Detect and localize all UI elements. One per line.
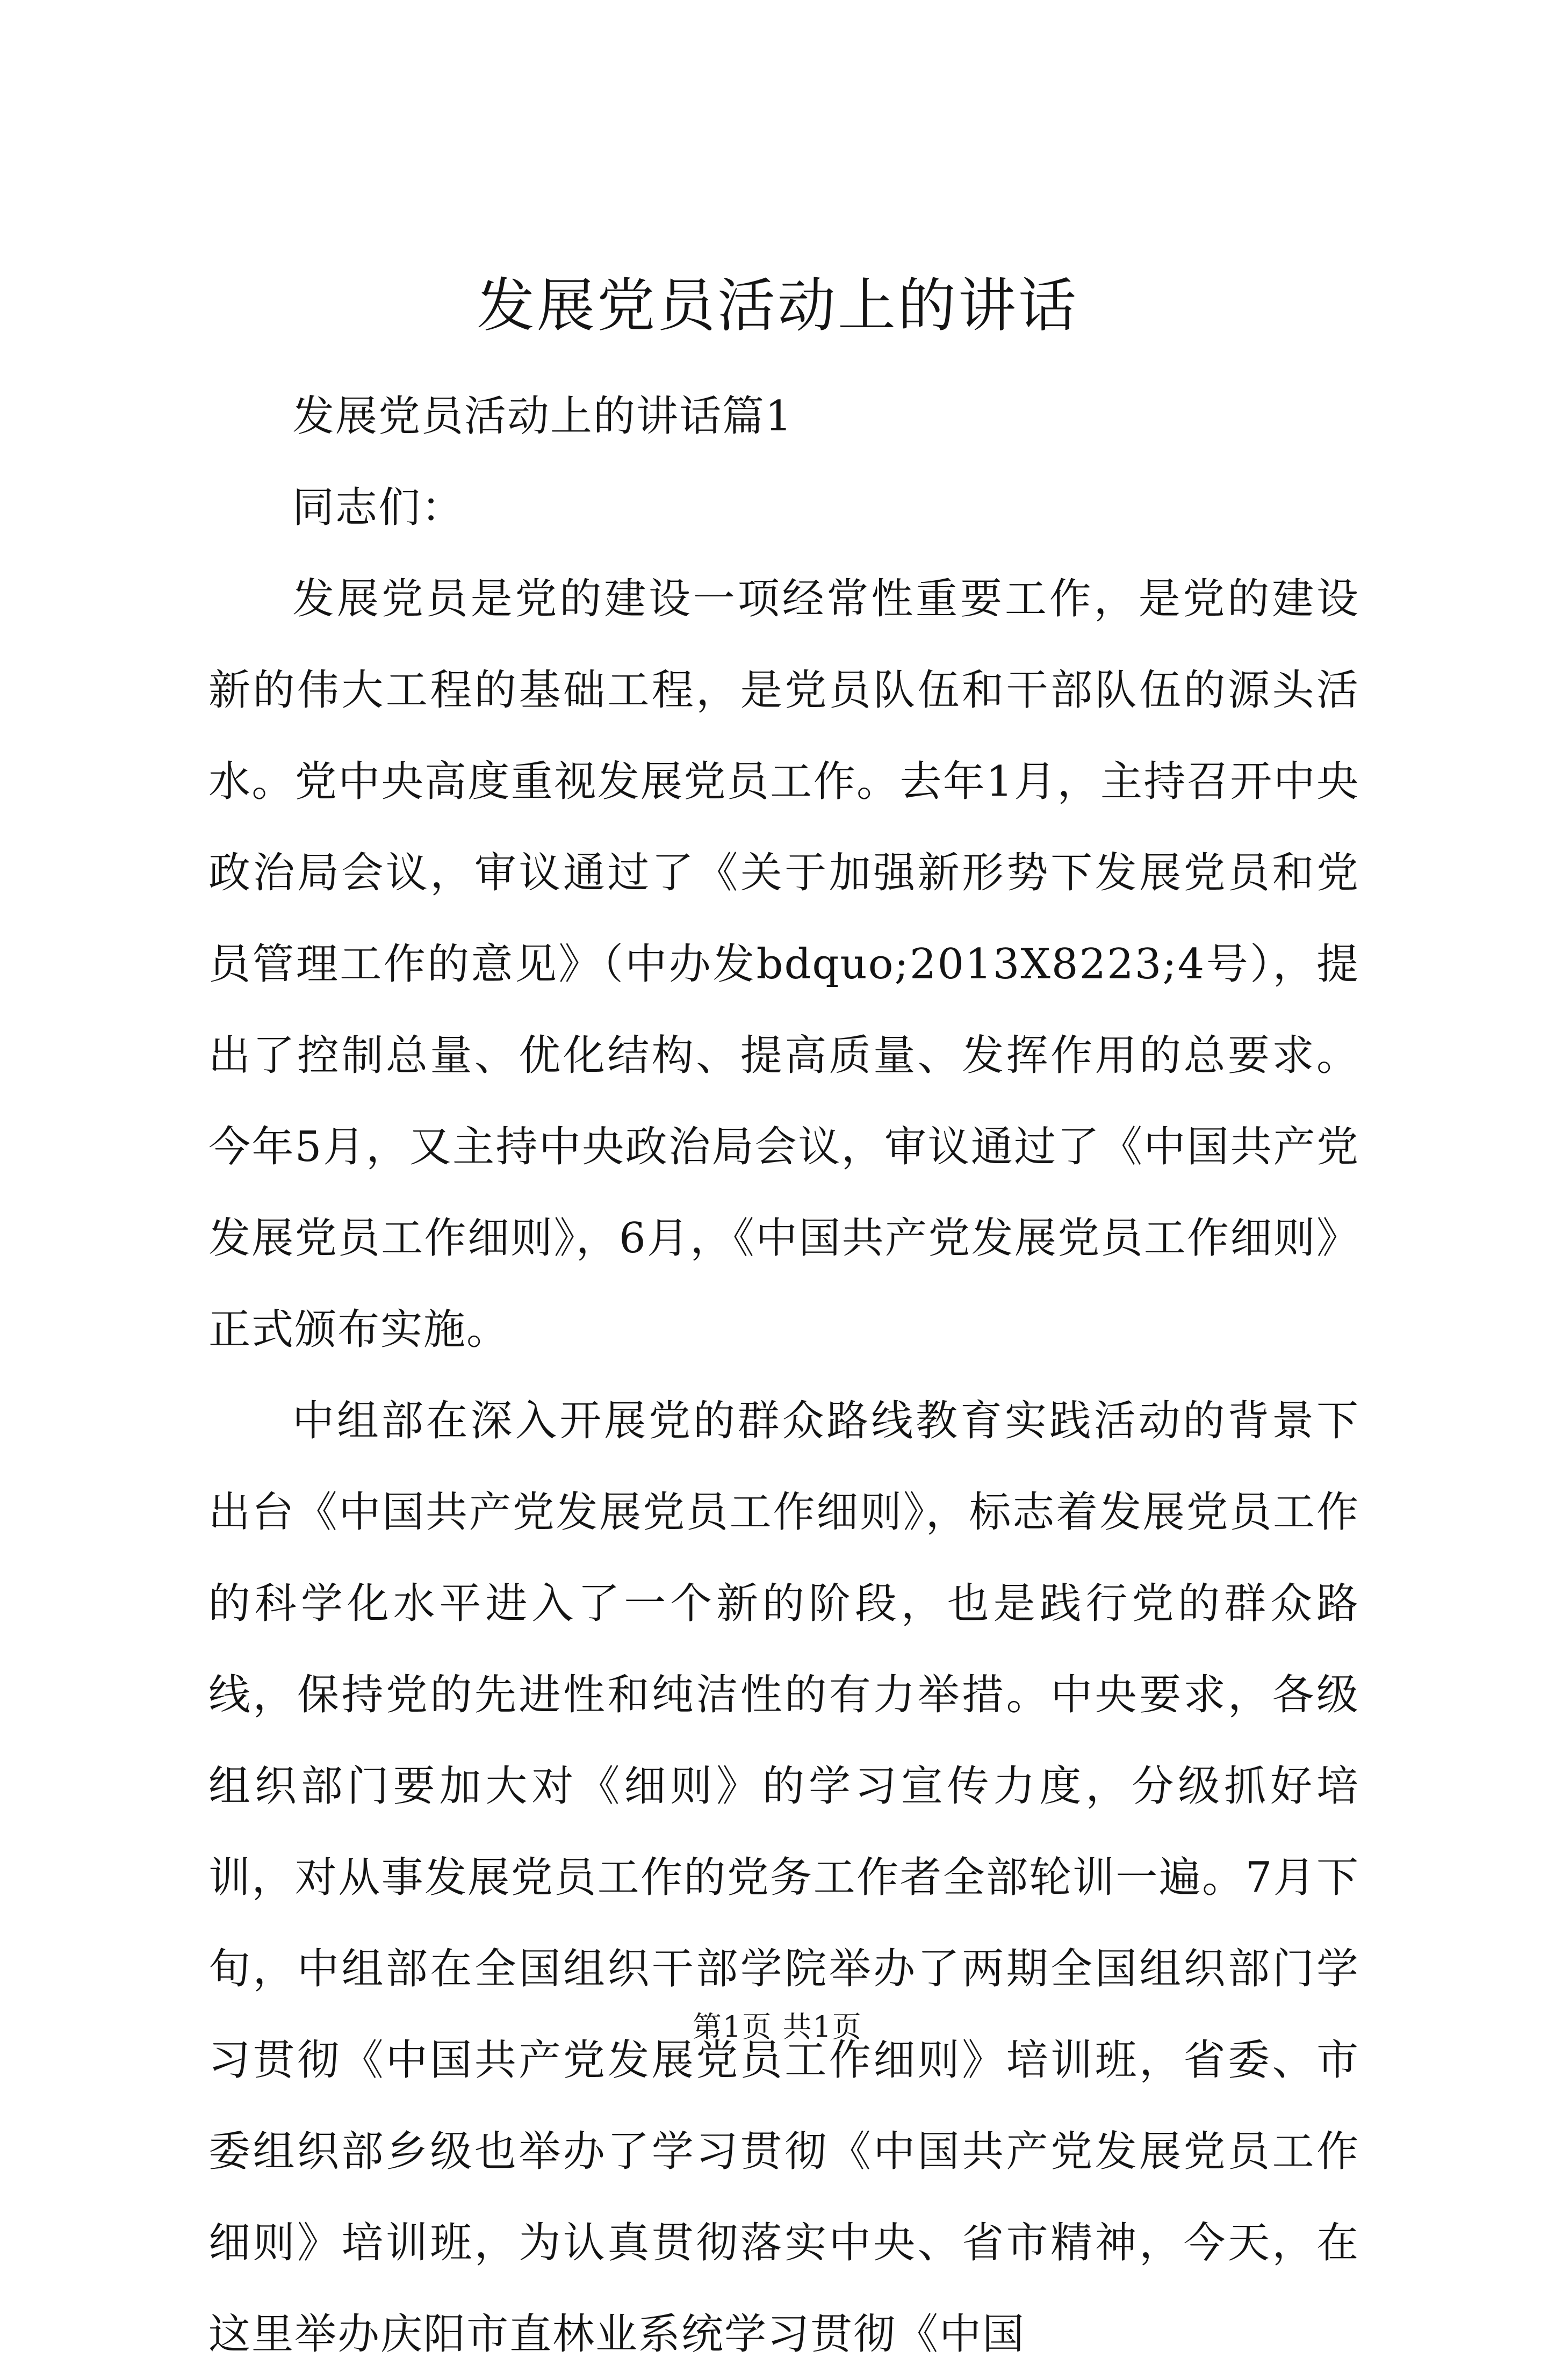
document-body: [208, 371, 1359, 2380]
salutation: 同志们：: [292, 484, 465, 532]
document-title: 发展党员活动上的讲话: [476, 272, 1078, 340]
body-paragraph: 发展党员是党的建设一项经常性重要工作，是党的建设新的伟大工程的基础工程，是党员队伍和干部队伍的源头活水。党中央高度重视发展党员工作。去年1月，主持召开中央政治局会议，审议通过了《关于加强新形势下发展党员和党员管理工作的意见》（中办发bdquo;2013X8223;4号），提出了控制总量、优化结构、提高质量、发挥作用的总要求。今年5月，又主持中央政治局会议，审议通过了《中国共产党发展党员工作细则》，6月，《中国共产党发展党员工作细则》正式颁布实施。: [208, 575, 1359, 1354]
body-paragraph: 中组部在深入开展党的群众路线教育实践活动的背景下出台《中国共产党发展党员工作细则》，标志着发展党员工作的科学化水平进入了一个新的阶段，也是践行党的群众路线，保持党的先进性和纯洁性的有力举措。中央要求，各级组织部门要加大对《细则》的学习宣传力度，分级抓好培训，对从事发展党员工作的党务工作者全部轮训一遍。7月下旬，中组部在全国组织干部学院举办了两期全国组织部门学习贯彻《中国共产党发展党员工作细则》培训班，省委、市委组织部乡级也举办了学习贯彻《中国共产党发展党员工作细则》培训班，为认真贯彻落实中央、省市精神，今天，在这里举办庆阳市直林业系统学习贯彻《中国: [208, 1397, 1359, 2359]
section-heading: 发展党员活动上的讲话篇1: [292, 392, 793, 441]
page-footer: 第1页 共1页: [693, 2010, 862, 2044]
